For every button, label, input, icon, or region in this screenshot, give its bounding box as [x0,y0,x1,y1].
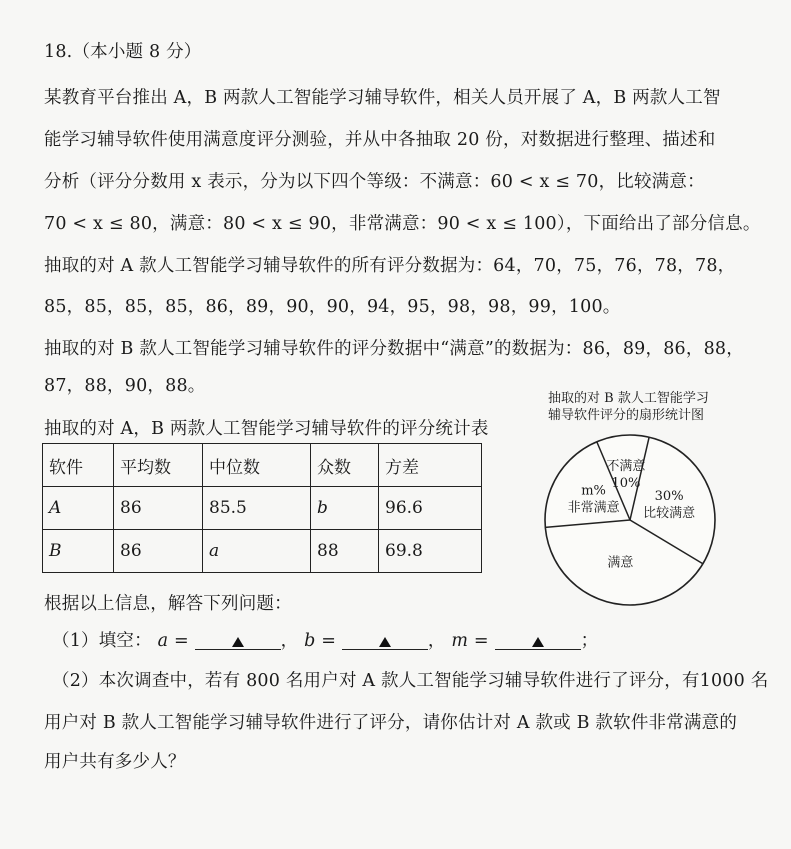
pie-slice-label: 比较满意 [643,505,696,521]
pie-title-line-2: 辅导软件评分的扇形统计图 [548,408,705,423]
table-cell: 86 [114,487,203,530]
table-cell: b [311,487,379,530]
table-cell: 86 [114,530,203,573]
triangle-icon [531,636,545,648]
question-2-line-2: 用户对 B 款人工智能学习辅导软件进行了评分，请你估计对 A 款或 B 款软件非常满意的 [44,713,738,733]
pie-slice-label: 10% [611,475,641,491]
question-1: （1）填空： a = ， b = ， m = ； [52,631,599,651]
table-cell: B [43,530,114,573]
answer-blank-a[interactable] [195,631,281,650]
table-row [43,487,482,530]
questions-intro: 根据以上信息，解答下列问题： [44,594,292,614]
q1-a-label: a = [157,631,189,651]
intro-line-4: 70 < x ≤ 80，满意：80 < x ≤ 90，非常满意：90 < x ≤ 100），下面给出了部分信息。 [44,214,761,234]
pie-chart [530,420,730,610]
question-2-line-1: （2）本次调查中，若有 800 名用户对 A 款人工智能学习辅导软件进行了评分，有1000 名 [52,671,769,691]
table-header-cell: 众数 [311,444,379,487]
intro-line-3: 分析（评分分数用 x 表示，分为以下四个等级：不满意：60 < x ≤ 70，比较满意： [44,172,705,192]
table-header-row [43,444,482,487]
intro-line-1: 某教育平台推出 A，B 两款人工智能学习辅导软件，相关人员开展了 A，B 两款人工智 [44,88,721,108]
data-b-label: 抽取的对 B 款人工智能学习辅导软件的评分数据中“满意”的数据为： [44,339,583,359]
data-b-line-1 [44,335,744,360]
table-header-cell: 软件 [43,444,114,487]
q1-end: ； [580,631,599,651]
table-cell: 69.8 [379,530,482,573]
triangle-icon [378,636,392,648]
triangle-icon [231,636,245,648]
question-2-line-3: 用户共有多少人？ [44,752,186,772]
table-cell: 88 [311,530,379,573]
pie-slice-label: 不满意 [606,458,646,474]
question-header [44,38,202,63]
table-header-cell: 方差 [379,444,482,487]
answer-blank-b[interactable] [342,631,428,650]
table-cell: A [43,487,114,530]
table-cell: a [203,530,311,573]
table-row [43,530,482,573]
data-b-values-1: 86，89，86，88， [582,339,744,359]
data-a-line-1 [44,252,735,277]
table-cell: 96.6 [379,487,482,530]
table-header-cell: 平均数 [114,444,203,487]
pie-title-line-1: 抽取的对 B 款人工智能学习 [548,391,709,406]
data-a-values-2: 85，85，85，85，86，89，90，90，94，95，98，98，99，100。 [44,297,621,317]
data-a-values-1: 64，70，75，76，78，78， [493,256,736,276]
pie-slice-label: m% [581,483,606,499]
stats-table [42,443,482,573]
q1-m-label: m = [451,631,489,651]
question-number: 18. [44,42,73,62]
question-points: （本小题 8 分） [72,42,202,62]
table-cell: 85.5 [203,487,311,530]
table-caption: 抽取的对 A，B 两款人工智能学习辅导软件的评分统计表 [44,419,489,439]
pie-slice-label: 满意 [607,555,634,571]
table-header-cell: 中位数 [203,444,311,487]
q1-b-label: b = [304,631,337,651]
intro-line-2: 能学习辅导软件使用满意度评分测验，并从中各抽取 20 份，对数据进行整理、描述和 [44,130,716,150]
data-a-label: 抽取的对 A 款人工智能学习辅导软件的所有评分数据为： [44,256,494,276]
answer-blank-m[interactable] [495,631,581,650]
pie-slice-label: 30% [654,488,684,504]
data-b-values-2: 87，88，90，88。 [44,376,206,396]
pie-slice-label: 非常满意 [567,500,620,516]
q1-prefix: （1）填空： [52,631,152,651]
